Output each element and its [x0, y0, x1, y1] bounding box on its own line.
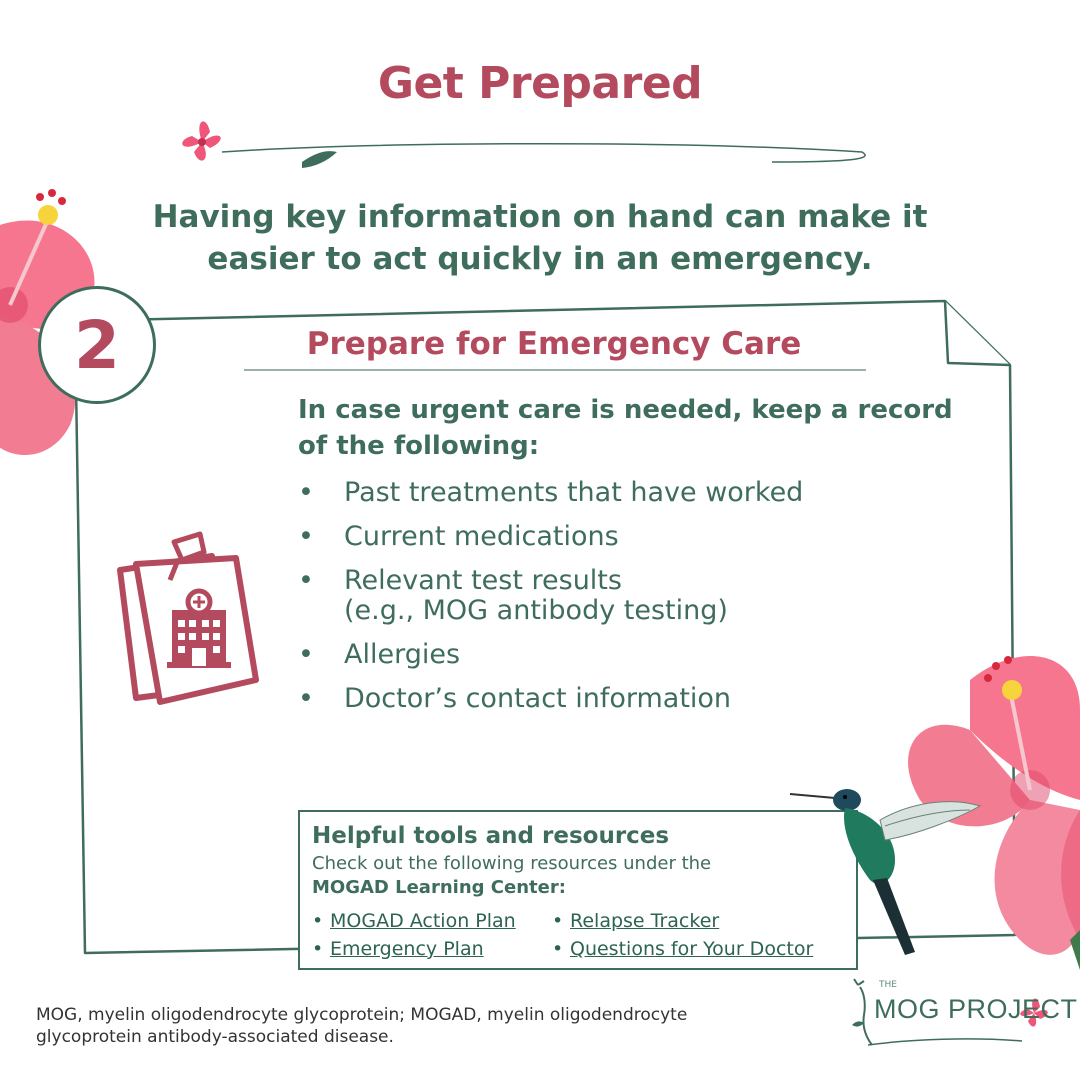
bullet-1: •	[298, 521, 314, 552]
list-item-label: Current medications	[344, 521, 619, 552]
record-list	[298, 478, 938, 728]
learning-center-name: MOGAD Learning Center:	[312, 877, 566, 898]
heading-underline	[244, 369, 866, 371]
footnote: MOG, myelin oligodendrocyte glycoprotein; MOGAD, myelin oligodendrocyte glycoprotein antibody-associated disease.	[36, 1005, 688, 1047]
list-item-label: Past treatments that have worked	[344, 477, 804, 508]
list-item-label: Doctor’s contact information	[344, 683, 732, 714]
resources-description: Check out the following resources under the	[312, 853, 712, 874]
list-item	[298, 478, 938, 508]
link-relapse-tracker[interactable]: • Relapse Tracker	[552, 908, 842, 934]
list-item	[298, 684, 938, 714]
step-number-badge: 2	[38, 286, 156, 404]
record-intro: In case urgent care is needed, keep a record of the following:	[298, 395, 953, 461]
list-item	[298, 640, 938, 670]
link-questions-for-doctor[interactable]: • Questions for Your Doctor	[552, 936, 842, 962]
hummingbird	[785, 780, 995, 960]
intro-subtitle: Having key information on hand can make it easier to act quickly in an emergency.	[152, 199, 928, 277]
bullet-2: •	[298, 565, 314, 596]
list-item-label: Relevant test results	[344, 565, 622, 596]
page-title: Get Prepared	[377, 58, 703, 109]
bullet-3: •	[298, 639, 314, 670]
link-mogad-action-plan[interactable]: • MOGAD Action Plan	[312, 908, 552, 934]
logo-small-text: THE	[879, 980, 897, 990]
list-item	[298, 566, 938, 626]
resources-text	[312, 852, 844, 900]
section-heading: Prepare for Emergency Care	[306, 326, 802, 362]
resources-box	[298, 810, 858, 970]
link-emergency-plan[interactable]: • Emergency Plan	[312, 936, 552, 962]
flower-divider	[172, 112, 872, 176]
resource-links	[312, 908, 844, 962]
list-item-label: Allergies	[344, 639, 461, 670]
resources-title: Helpful tools and resources	[312, 823, 670, 849]
list-item-sublabel: (e.g., MOG antibody testing)	[344, 595, 728, 626]
list-item	[298, 522, 938, 552]
bullet-0: •	[298, 477, 314, 508]
logo-text: MOG PROJECT	[874, 994, 1078, 1024]
bullet-4: •	[298, 683, 314, 714]
clipboard-hospital-icon	[112, 530, 272, 710]
